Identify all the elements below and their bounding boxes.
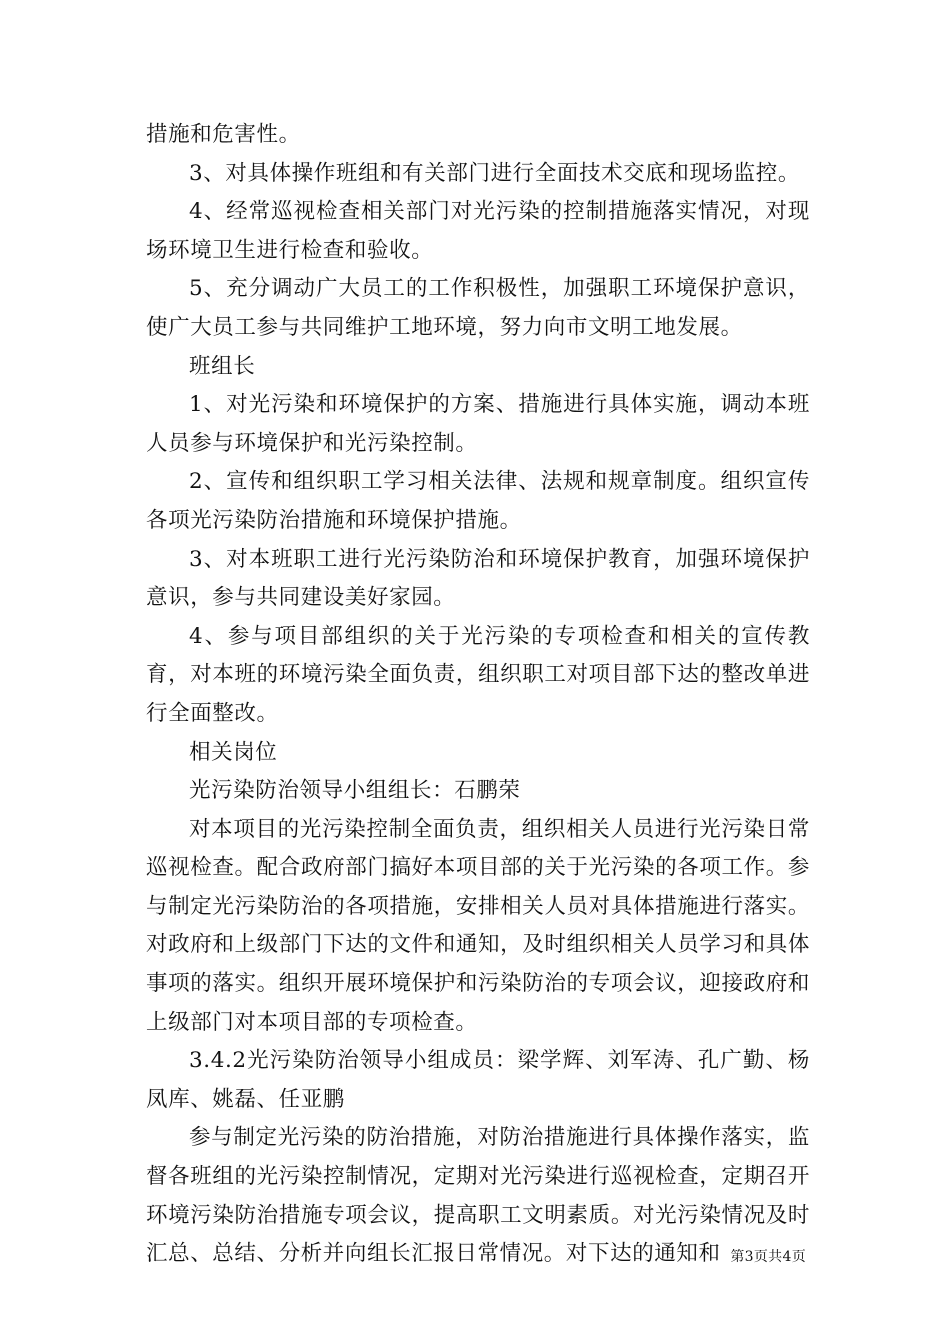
paragraph: 对本项目的光污染控制全面负责，组织相关人员进行光污染日常巡视检查。配合政府部门搞好本项目部的关于光污染的各项工作。参与制定光污染防治的各项措施，安排相关人员对具体措施进行落实。对政府和上级部门下达的文件和通知，及时组织相关人员学习和具体事项的落实。组织开展环境保护和污染防治的专项会议，迎接政府和上级部门对本项目部的专项检查。 [146,816,810,1035]
paragraph: 措施和危害性。 [146,122,301,147]
paragraph: 4、经常巡视检查相关部门对光污染的控制措施落实情况，对现场环境卫生进行检查和验收。 [146,199,810,263]
paragraph: 3、对本班职工进行光污染防治和环境保护教育，加强环境保护意识，参与共同建设美好家园。 [146,546,810,611]
paragraph: 2、宣传和组织职工学习相关法律、法规和规章制度。组织宣传各项光污染防治措施和环境保护措施。 [146,469,810,533]
page-number: 第3页共4页 [730,1249,806,1265]
section-heading: 班组长 [189,353,256,379]
paragraph: 参与制定光污染的防治措施，对防治措施进行具体操作落实，监督各班组的光污染控制情况，定期对光污染进行巡视检查，定期召开环境污染防治措施专项会议，提高职工文明素质。对光污染情况及时汇总、总结、分析并向组长汇报日常情况。对下达的通知和 [146,1125,810,1267]
paragraph: 4、参与项目部组织的关于光污染的专项检查和相关的宣传教育，对本班的环境污染全面负责，组织职工对项目部下达的整改单进行全面整改。 [146,623,810,726]
paragraph: 光污染防治领导小组组长：石鹏荣 [189,778,521,804]
paragraph: 1、对光污染和环境保护的方案、措施进行具体实施，调动本班人员参与环境保护和光污染控制。 [146,392,810,456]
paragraph: 5、充分调动广大员工的工作积极性，加强职工环境保护意识，使广大员工参与共同维护工地环境，努力向市文明工地发展。 [146,276,810,340]
section-heading: 相关岗位 [189,739,278,765]
document-body [146,116,810,1274]
paragraph: 3、对具体操作班组和有关部门进行全面技术交底和现场监控。 [189,160,800,186]
paragraph: 3.4.2光污染防治领导小组成员：梁学辉、刘军涛、孔广勤、杨凤库、姚磊、任亚鹏 [146,1048,810,1112]
